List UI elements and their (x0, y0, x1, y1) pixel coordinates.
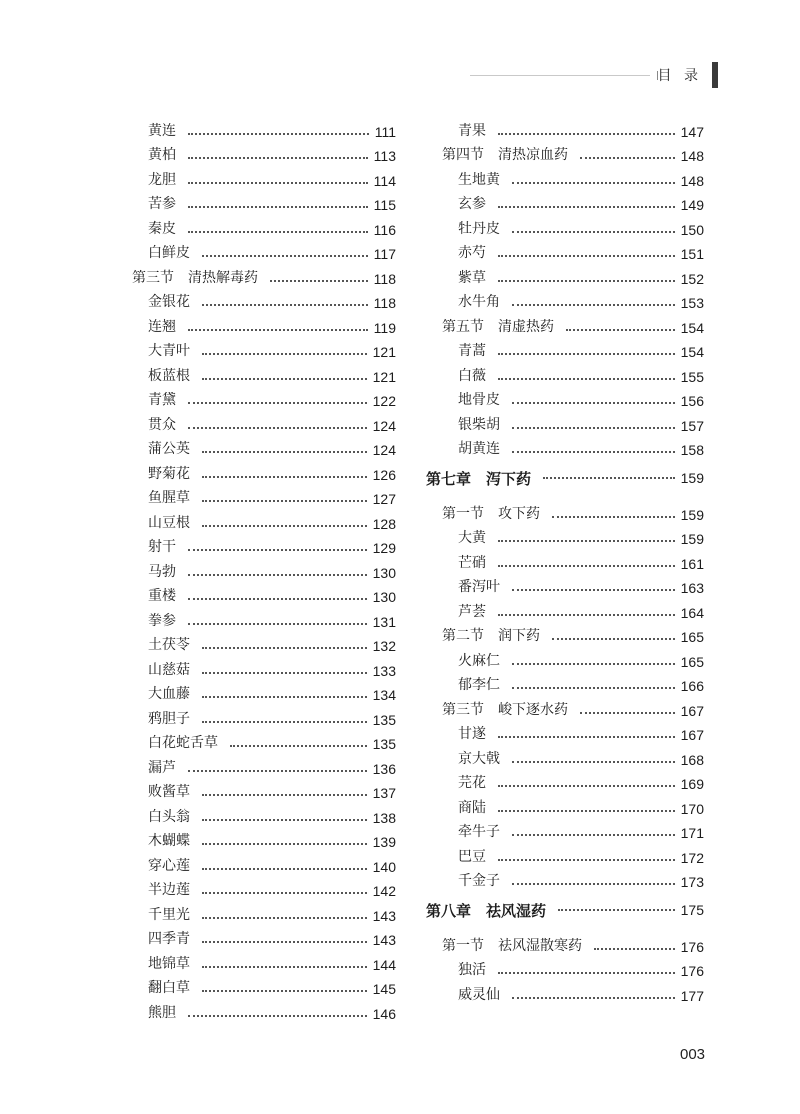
toc-entry[interactable] (132, 115, 396, 140)
toc-entry-label: 第四节 清热凉血药 (442, 147, 568, 163)
header-bar (712, 62, 718, 88)
dot-leader (202, 255, 368, 257)
toc-entry-page: 156 (680, 393, 704, 409)
toc-entry[interactable] (132, 752, 396, 777)
toc-entry-page: 177 (680, 987, 704, 1004)
toc-entry[interactable] (132, 483, 396, 508)
toc-entry-label: 苦参 (148, 196, 176, 212)
running-header (470, 62, 720, 88)
dot-leader (498, 540, 675, 542)
toc-entry-label: 半边莲 (148, 882, 190, 898)
toc-entry-page: 153 (680, 295, 704, 311)
toc-entry[interactable] (426, 866, 704, 891)
dot-leader (202, 819, 367, 821)
toc-entry[interactable] (132, 287, 396, 312)
toc-entry-label: 芫花 (458, 775, 486, 791)
toc-entry[interactable] (426, 238, 704, 263)
dot-leader (188, 770, 367, 772)
toc-entry-label: 第七章 泻下药 (426, 470, 532, 488)
toc-entry-label: 芦荟 (458, 603, 486, 620)
toc-entry-label: 马勃 (148, 563, 176, 580)
toc-entry[interactable] (132, 360, 396, 385)
toc-entry-label: 鱼腥草 (148, 490, 190, 506)
dot-leader (188, 623, 367, 625)
toc-entry-label: 千里光 (148, 906, 190, 923)
toc-section[interactable] (426, 621, 704, 646)
toc-entry-label: 贯众 (148, 416, 176, 433)
toc-left-column (132, 115, 396, 1022)
dot-leader (188, 598, 367, 600)
dot-leader (202, 696, 367, 698)
toc-entry[interactable] (426, 434, 704, 459)
toc-entry[interactable] (132, 948, 396, 973)
dot-leader (202, 304, 368, 306)
toc-entry-label: 白薇 (458, 367, 486, 384)
toc-entry-label: 商陆 (458, 799, 486, 816)
toc-entry[interactable] (132, 140, 396, 165)
toc-entry[interactable] (426, 523, 704, 548)
toc-entry-label: 穿心莲 (148, 857, 190, 874)
toc-entry-label: 大黄 (458, 530, 486, 546)
toc-entry-page: 148 (680, 172, 704, 189)
toc-entry-label: 第二节 润下药 (442, 628, 540, 644)
toc-entry-page: 138 (372, 809, 396, 826)
toc-entry[interactable] (426, 385, 704, 410)
toc-entry[interactable] (132, 630, 396, 655)
toc-entry[interactable] (426, 768, 704, 793)
toc-entry-label: 板蓝根 (148, 367, 190, 384)
dot-leader (594, 948, 675, 950)
dot-leader (202, 966, 367, 968)
toc-entry[interactable] (132, 679, 396, 704)
toc-entry-label: 白花蛇舌草 (148, 735, 218, 751)
dot-leader (498, 972, 675, 974)
toc-entry-page: 147 (680, 123, 704, 140)
toc-entry-page: 143 (372, 907, 396, 924)
dot-leader (188, 182, 368, 184)
toc-entry[interactable] (426, 115, 704, 140)
dot-leader (202, 721, 367, 723)
toc-entry[interactable] (426, 336, 704, 361)
toc-entry-page: 122 (372, 393, 396, 409)
dot-leader (580, 712, 675, 714)
toc-entry-page: 167 (680, 702, 704, 719)
toc-entry-label: 威灵仙 (458, 986, 500, 1003)
toc-entry[interactable] (132, 875, 396, 900)
dot-leader (512, 451, 675, 453)
toc-entry-page: 151 (680, 246, 704, 262)
dot-leader (202, 500, 367, 502)
toc-entry[interactable] (132, 164, 396, 189)
toc-entry-label: 青黛 (148, 392, 176, 408)
toc-entry[interactable] (426, 213, 704, 238)
toc-entry-page: 116 (373, 221, 396, 238)
dot-leader (558, 909, 675, 911)
toc-entry[interactable] (132, 924, 396, 949)
dot-leader (580, 157, 675, 159)
toc-entry-page: 149 (680, 197, 704, 213)
toc-entry-label: 龙胆 (148, 171, 176, 188)
toc-entry[interactable] (132, 213, 396, 238)
toc-entry-label: 败酱草 (148, 784, 190, 800)
dot-leader (512, 997, 675, 999)
toc-entry[interactable] (132, 409, 396, 434)
toc-entry[interactable] (132, 336, 396, 361)
dot-leader (566, 329, 675, 331)
dot-leader (498, 859, 675, 861)
toc-entry-page: 159 (680, 506, 704, 523)
toc-entry-page: 132 (372, 638, 396, 654)
dot-leader (230, 745, 367, 747)
dot-leader (202, 378, 367, 380)
toc-entry-page: 113 (373, 148, 396, 164)
toc-entry[interactable] (132, 777, 396, 802)
toc-chapter[interactable] (426, 890, 704, 930)
dot-leader (202, 917, 367, 919)
toc-entry-page: 121 (372, 344, 396, 360)
toc-entry-label: 第三节 峻下逐水药 (442, 701, 568, 718)
toc-entry-page: 124 (372, 442, 396, 458)
toc-entry-page: 118 (373, 295, 396, 311)
toc-entry[interactable] (132, 973, 396, 998)
toc-entry[interactable] (132, 238, 396, 263)
toc-section[interactable] (426, 930, 704, 955)
toc-entry[interactable] (132, 434, 396, 459)
toc-entry-label: 大血藤 (148, 686, 190, 702)
toc-entry-label: 黄连 (148, 122, 176, 139)
toc-entry-page: 118 (373, 270, 396, 287)
toc-entry-page: 152 (680, 270, 704, 287)
dot-leader (512, 663, 675, 665)
toc-entry-page: 121 (372, 368, 396, 385)
toc-section[interactable] (132, 262, 396, 287)
toc-entry-page: 111 (374, 123, 396, 140)
dot-leader (498, 785, 675, 787)
toc-entry-page: 159 (680, 531, 704, 547)
toc-entry-label: 赤芍 (458, 245, 486, 261)
toc-entry[interactable] (132, 581, 396, 606)
dot-leader (188, 574, 367, 576)
toc-entry-page: 170 (680, 800, 704, 817)
toc-entry-label: 射干 (148, 539, 176, 555)
toc-entry-page: 146 (372, 1005, 396, 1022)
dot-leader (498, 353, 675, 355)
dot-leader (202, 647, 367, 649)
toc-entry-page: 159 (680, 470, 704, 486)
toc-entry-page: 176 (680, 938, 704, 955)
toc-entry-label: 重楼 (148, 588, 176, 604)
toc-entry-label: 秦皮 (148, 220, 176, 237)
dot-leader (498, 736, 675, 738)
toc-entry-label: 火麻仁 (458, 652, 500, 669)
toc-entry-page: 171 (680, 825, 704, 841)
toc-entry-page: 169 (680, 776, 704, 792)
toc-entry-label: 拳参 (148, 612, 176, 629)
dot-leader (512, 304, 675, 306)
toc-entry-label: 水牛角 (458, 294, 500, 310)
toc-entry[interactable] (426, 262, 704, 287)
toc-entry-label: 第一节 攻下药 (442, 505, 540, 522)
toc-entry-label: 京大戟 (458, 750, 500, 767)
dot-leader (498, 206, 675, 208)
toc-entry-label: 紫草 (458, 269, 486, 286)
toc-entry-page: 142 (372, 883, 396, 899)
toc-entry-label: 甘遂 (458, 726, 486, 742)
toc-entry-page: 166 (680, 678, 704, 694)
toc-entry-label: 银柴胡 (458, 416, 500, 433)
toc-entry-label: 生地黄 (458, 171, 500, 188)
dot-leader (498, 133, 675, 135)
toc-entry-label: 漏芦 (148, 759, 176, 776)
toc-entry-page: 143 (372, 932, 396, 948)
dot-leader (202, 892, 367, 894)
dot-leader (512, 427, 675, 429)
toc-right-column (426, 115, 704, 1004)
toc-entry[interactable] (426, 189, 704, 214)
dot-leader (188, 402, 367, 404)
toc-entry-page: 135 (372, 711, 396, 728)
toc-entry-page: 161 (680, 555, 704, 572)
toc-entry-page: 124 (372, 417, 396, 434)
toc-entry-label: 连翘 (148, 318, 176, 335)
toc-entry-label: 白鲜皮 (148, 245, 190, 261)
toc-section[interactable] (426, 498, 704, 523)
toc-entry-page: 165 (680, 653, 704, 670)
page-number: 003 (680, 1046, 706, 1063)
toc-entry-label: 四季青 (148, 931, 190, 947)
toc-entry-page: 130 (372, 589, 396, 605)
toc-entry[interactable] (426, 360, 704, 385)
dot-leader (188, 329, 368, 331)
toc-entry[interactable] (426, 955, 704, 980)
toc-entry[interactable] (426, 596, 704, 621)
toc-entry-label: 山慈菇 (148, 661, 190, 678)
toc-entry-page: 172 (680, 849, 704, 866)
toc-entry[interactable] (426, 670, 704, 695)
dot-leader (202, 941, 367, 943)
toc-entry-page: 155 (680, 368, 704, 385)
toc-entry-page: 131 (372, 613, 396, 630)
toc-entry-page: 115 (373, 197, 396, 213)
toc-entry-page: 127 (372, 491, 396, 507)
toc-entry-page: 134 (372, 687, 396, 703)
toc-entry-page: 140 (372, 858, 396, 875)
toc-entry-page: 126 (372, 466, 396, 483)
toc-entry[interactable] (132, 556, 396, 581)
toc-entry-page: 150 (680, 221, 704, 238)
toc-entry-page: 133 (372, 662, 396, 679)
toc-entry-label: 第一节 祛风湿散寒药 (442, 937, 582, 954)
toc-entry[interactable] (132, 605, 396, 630)
toc-entry[interactable] (132, 850, 396, 875)
toc-entry[interactable] (426, 841, 704, 866)
dot-leader (202, 794, 367, 796)
toc-entry-page: 117 (373, 246, 396, 262)
toc-entry-page: 130 (372, 564, 396, 581)
toc-entry[interactable] (132, 703, 396, 728)
dot-leader (498, 255, 675, 257)
dot-leader (202, 451, 367, 453)
toc-entry-label: 野菊花 (148, 465, 190, 482)
toc-entry[interactable] (132, 801, 396, 826)
toc-entry-page: 139 (372, 834, 396, 850)
toc-entry[interactable] (426, 164, 704, 189)
toc-entry-page: 144 (372, 956, 396, 973)
toc-entry[interactable] (132, 507, 396, 532)
toc-section[interactable] (426, 140, 704, 165)
toc-entry[interactable] (426, 979, 704, 1004)
toc-entry-page: 175 (680, 902, 704, 918)
toc-entry-label: 青果 (458, 122, 486, 139)
toc-entry-page: 158 (680, 442, 704, 458)
toc-entry-page: 164 (680, 604, 704, 621)
toc-entry[interactable] (426, 792, 704, 817)
toc-entry-label: 黄柏 (148, 147, 176, 163)
toc-entry-label: 地锦草 (148, 955, 190, 972)
toc-entry-label: 牡丹皮 (458, 220, 500, 237)
toc-entry-label: 木蝴蝶 (148, 833, 190, 849)
toc-entry-page: 173 (680, 874, 704, 890)
toc-entry-page: 128 (372, 515, 396, 532)
dot-leader (188, 1015, 367, 1017)
dot-leader (512, 231, 675, 233)
dot-leader (498, 565, 675, 567)
toc-entry[interactable] (132, 458, 396, 483)
toc-entry-page: 154 (680, 344, 704, 360)
toc-entry[interactable] (426, 719, 704, 744)
toc-entry-label: 大青叶 (148, 343, 190, 359)
dot-leader (202, 353, 367, 355)
dot-leader (552, 516, 675, 518)
toc-entry-label: 翻白草 (148, 980, 190, 996)
toc-entry-label: 芒硝 (458, 554, 486, 571)
dot-leader (512, 589, 675, 591)
dot-leader (512, 761, 675, 763)
toc-entry[interactable] (132, 189, 396, 214)
toc-section[interactable] (426, 694, 704, 719)
toc-entry-page: 157 (680, 417, 704, 434)
header-rule (470, 75, 650, 76)
toc-entry-label: 青蒿 (458, 343, 486, 359)
toc-entry-label: 金银花 (148, 294, 190, 310)
toc-chapter[interactable] (426, 458, 704, 498)
dot-leader (270, 280, 368, 282)
dot-leader (188, 133, 369, 135)
dot-leader (202, 672, 367, 674)
toc-entry-label: 地骨皮 (458, 392, 500, 408)
toc-entry[interactable] (132, 654, 396, 679)
toc-entry-label: 白头翁 (148, 808, 190, 825)
dot-leader (188, 427, 367, 429)
toc-entry-label: 独活 (458, 962, 486, 978)
dot-leader (202, 476, 367, 478)
toc-entry[interactable] (132, 385, 396, 410)
dot-leader (202, 843, 367, 845)
toc-entry[interactable] (132, 728, 396, 753)
dot-leader (512, 687, 675, 689)
toc-entry-page: 163 (680, 580, 704, 596)
toc-entry-label: 鸦胆子 (148, 710, 190, 727)
toc-entry-page: 137 (372, 785, 396, 801)
toc-entry-page: 176 (680, 963, 704, 979)
dot-leader (188, 231, 368, 233)
dot-leader (512, 402, 675, 404)
toc-entry-label: 番泻叶 (458, 579, 500, 595)
toc-entry-label: 熊胆 (148, 1004, 176, 1021)
toc-entry-page: 168 (680, 751, 704, 768)
toc-entry-label: 千金子 (458, 873, 500, 889)
toc-entry-page: 167 (680, 727, 704, 743)
toc-entry-label: 巴豆 (458, 848, 486, 865)
toc-entry-label: 第八章 祛风湿药 (426, 902, 547, 920)
toc-entry-page: 129 (372, 540, 396, 556)
toc-entry-label: 蒲公英 (148, 441, 190, 457)
toc-entry-page: 165 (680, 629, 704, 645)
toc-entry-page: 154 (680, 319, 704, 336)
toc-entry-page: 148 (680, 148, 704, 164)
dot-leader (512, 182, 675, 184)
dot-leader (202, 990, 367, 992)
dot-leader (498, 810, 675, 812)
toc-entry[interactable] (132, 311, 396, 336)
dot-leader (552, 638, 675, 640)
toc-entry-page: 145 (372, 981, 396, 997)
toc-entry-label: 第三节 清热解毒药 (132, 269, 258, 286)
toc-entry[interactable] (426, 645, 704, 670)
toc-entry-label: 郁李仁 (458, 677, 500, 693)
toc-entry[interactable] (132, 532, 396, 557)
dot-leader (512, 834, 675, 836)
dot-leader (543, 477, 675, 479)
toc-entry-page: 119 (373, 319, 396, 336)
toc-entry-page: 135 (372, 736, 396, 752)
toc-entry-label: 胡黄连 (458, 441, 500, 457)
toc-entry[interactable] (132, 826, 396, 851)
toc-entry[interactable] (426, 572, 704, 597)
dot-leader (188, 157, 368, 159)
toc-entry-label: 山豆根 (148, 514, 190, 531)
toc-entry-page: 114 (373, 172, 396, 189)
dot-leader (202, 525, 367, 527)
toc-entry[interactable] (426, 287, 704, 312)
toc-entry[interactable] (426, 817, 704, 842)
dot-leader (202, 868, 367, 870)
toc-entry[interactable] (426, 743, 704, 768)
toc-entry-label: 玄参 (458, 196, 486, 212)
dot-leader (188, 549, 367, 551)
toc-entry-label: 第五节 清虚热药 (442, 318, 554, 335)
toc-entry[interactable] (132, 997, 396, 1022)
dot-leader (498, 378, 675, 380)
toc-entry-label: 牵牛子 (458, 824, 500, 840)
dot-leader (512, 883, 675, 885)
toc-entry[interactable] (426, 547, 704, 572)
dot-leader (188, 206, 368, 208)
toc-entry-label: 土茯苓 (148, 637, 190, 653)
header-title: 目 录 (657, 68, 702, 84)
toc-entry[interactable] (426, 409, 704, 434)
dot-leader (498, 280, 675, 282)
toc-section[interactable] (426, 311, 704, 336)
dot-leader (498, 614, 675, 616)
toc-entry-page: 136 (372, 760, 396, 777)
toc-entry[interactable] (132, 899, 396, 924)
